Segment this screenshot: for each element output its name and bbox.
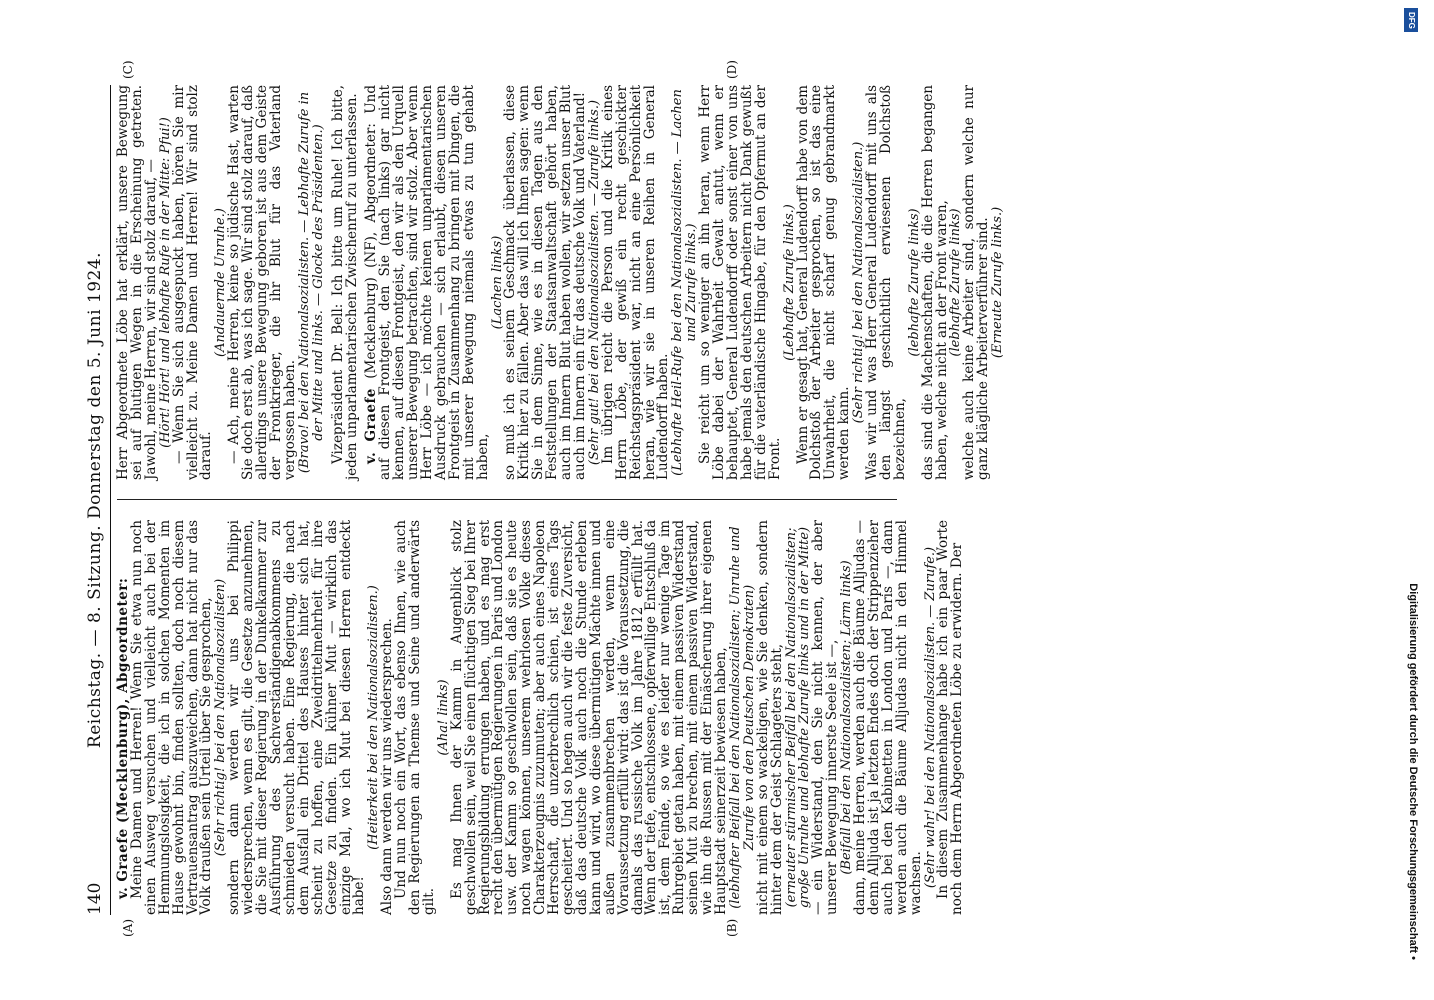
left-column [117, 520, 965, 915]
paragraph: (Mecklenburg) (NF), Abgeordneter: Und auf diesen Frontgeist, den Sie (nach links) gar nicht kennen, auf diesen Frontgeist, den wir als den Urquell unserer Bewegung betrachten, sind wir stolz. Aber wenn Herr Löbe — ich möchte keinen unparlamentarischen Ausdruck gebrauchen — sich erlaubt, diesen unseren Frontgeist in Zusammenhang zu bringen mit Dingen, die mit unserer Bewegung niemals etwas zu tun gehabt haben, [363, 85, 491, 480]
paragraph: Und nun noch ein Wort, das ebenso Ihnen, wie auch den Regierungen an Themse und Seine und anderwärts gilt. [393, 520, 437, 915]
digitization-credit [1392, 0, 1434, 1000]
paragraph: nicht mit einem so wackeligen, wie Sie denken, sondern hinter dem der Geist Schlageters steht, [754, 520, 785, 915]
credit-text: Digitalisierung gefördert durch die Deutsche Forschungsgemeinschaft • [1407, 583, 1419, 960]
margin-marker-c: (C) [121, 60, 135, 79]
margin-marker-b: (B) [725, 918, 739, 937]
paragraph: Wenn er gesagt hat, General Ludendorff habe von dem Dolchstoß der Arbeiter gesprochen, so ist das eine Unwahrheit, die nicht scharf genug gebrandmarkt werden kann. [794, 85, 853, 480]
paragraph: Meine Damen und Herren! Wenn Sie etwa nun noch einen Ausweg versuchen und vielleicht auch bei der Hemmungslosigkeit, die ich in solchen Momenten im Hause gewohnt bin, finden sollten, doch noch diesem Vertrauensantrag auszuweichen, dann hat nicht nur das Volk draußen sein Urteil über Sie gesprochen, [128, 520, 215, 915]
margin-marker-d: (D) [725, 60, 739, 79]
paragraph: dann, meine Herren, werden auch die Bäume Alljudas — denn Alljuda ist ja letzten Endes doch der Strippenzieher auch bei den Kabinetten in London und Paris —, dann werden auch die Bäume Alljudas nicht in den Himmel wachsen. [852, 520, 924, 915]
interjection: (Sehr gut! bei den Nationalsozialisten. — Zurufe links.) [586, 99, 602, 466]
paragraph: Es mag Ihnen der Kamm in Augenblick stolz geschwollen sein, weil Sie einen flüchtigen Sieg bei Ihrer Regierungsbildung errungen haben, und es mag erst recht den übermütigen Regierungen in Paris und London usw. der Kamm so geschwollen sein, daß sie es heute noch wagen können, unserem wehrlosen Volke dieses Charakterzeugnis zuzumuten; aber auch eines Napoleon Herrschaft, die unzerbrechlich schien, ist eines Tags gescheitert. Und so hegen auch wir die feste Zuversicht, daß das deutsche Volk auch noch die Stunde erleben kann und wird, wo diese übermütigen Mächte innen und außen zusammenbrechen werden, wenn eine Voraussetzung erfüllt wird: das ist die Voraussetzung, die damals das russische Volk im Jahre 1812 erfüllt hat. Wenn der tiefe, entschlossene, opferwillige Entschluß da ist, dem Feinde, so wie es leider nur wenige Tage im Ruhrgebiet getan haben, mit einem passiven Widerstand seinen Mut zu brechen, mit einem passiven Widerstand, wie ihn die Russen mit der Einäscherung ihrer eigenen Hauptstadt seinerzeit bewiesen haben, [448, 520, 729, 915]
paragraph: so muß ich es seinem Geschmack überlassen, diese Kritik hier zu fällen. Aber das will ich Ihnen sagen: wenn Sie in dem Sinne, wie es in diesen Tagen aus den Feststellungen der Staatsanwaltschaft gehört haben, auch im Innern Blut haben wollen, wir setzen unser Blut auch im Innern ein für das deutsche Volk und Vaterland! [502, 85, 588, 480]
interjection: (Sehr richtig! bei den Nationalsozialisten.) [851, 141, 867, 424]
interjection: (Sehr richtig! bei den Nationalsozialisten) [213, 578, 229, 857]
paragraph: — Wenn Sie sich ausgespuckt haben, hören Sie mir vielleicht zu. Meine Damen und Herren! Wir sind stolz darauf. [170, 85, 215, 480]
interjection: (erneuter stürmischer Beifall bei den Nationalsozialisten; große Unruhe und lebhafte Zurufe links und in der Mitte) [783, 526, 813, 909]
paragraph: — Ach, meine Herren, keine so jüdische Hast, warten Sie doch erst ab, was ich sage. Wir sind stolz darauf, daß allerdings unsere Bewegung geboren ist aus dem Geiste der Frontkrieger, die ihr Blut für das Vaterland vergossen haben. [226, 85, 298, 480]
interjection: (Beifall bei den Nationalsozialisten; Lärm links) [839, 560, 855, 875]
page-title: Reichstag. — 8. Sitzung. Donnerstag den 5. Juni 1924. [85, 251, 105, 749]
paragraph: Also dann werden wir uns wiedersprechen. [379, 618, 396, 915]
page-header [85, 85, 107, 915]
interjection: (Aha! links) [435, 679, 451, 756]
paragraph: Herr Abgeordnete Löbe hat erklärt, unsere Bewegung sei auf blutigen Wegen in die Erscheinung getreten. Jawohl, meine Herren, wir sind stolz darauf, — [115, 85, 159, 480]
interjection: (Lebhafte Heil-Rufe bei den Nationalsozialisten. — Lachen und Zurufe links.) [670, 89, 700, 476]
margin-marker-a: (A) [121, 918, 135, 937]
interjection: (Lebhafte Zurufe links.) [781, 204, 797, 361]
paragraph: Im übrigen reicht die Person und die Kritik eines Herrn Löbe, der gewiß ein recht geschickter Reichstagspräsident war, nicht an eine Persönlichkeit heran, wie wir sie in unseren Reihen in General Ludendorff haben. [599, 85, 672, 480]
paragraph: Vizepräsident Dr. Bell: Ich bitte um Ruhe! Ich bitte, jeden unparlamentarischen Zwischenruf zu unterlassen. [329, 85, 360, 480]
paragraph: das sind die Machenschaften, die die Herren begangen haben, welche nicht an der Front waren, [919, 85, 950, 480]
interjection: (Erneute Zurufe links.) [990, 206, 1006, 359]
column-divider [117, 499, 897, 500]
interjection: (Andauernde Unruhe.) [213, 208, 229, 357]
dfg-logo-icon: DFG [1404, 8, 1418, 32]
page-number: 140 [85, 882, 105, 915]
interjection: (Heiterkeit bei den Nationalsozialisten.) [366, 585, 382, 850]
paragraph: Was wir und was Herr General Ludendorff mit uns als den längst geschichtlich erwiesenen Dolchstoß bezeichnen, [864, 85, 908, 480]
paragraph: — ein Widerstand, den Sie nicht kennen, der aber unserer Bewegung innerste Seele ist —, [810, 520, 841, 915]
right-column [117, 85, 1005, 480]
interjection: (Lachen links) [489, 235, 505, 330]
header-rule [110, 85, 111, 915]
interjection: (Bravo! bei den Nationalsozialisten. — Lebhafte Zurufe in der Mitte und links. — Glocke des Präsidenten.) [296, 91, 326, 474]
paragraph: welche auch keine Arbeiter sind, sondern welche nur ganz klägliche Arbeiterverführer sind. [961, 85, 992, 480]
paragraph: Sie reicht um so weniger an ihn heran, wenn Herr Löbe dabei der Wahrheit Gewalt antut, wenn er behauptet, General Ludendorff oder sonst einer von uns habe jemals den deutschen Arbeitern nicht Dank gewußt für die vaterländische Hingabe, für den Opfermut an der Front. [697, 85, 783, 480]
paragraph: In diesem Zusammenhange habe ich ein paar Worte noch dem Herrn Abgeordneten Löbe zu erwidern. Der [935, 520, 966, 915]
paragraph: sondern dann werden wir uns bei Philippi wiedersprechen, wenn es gilt, die Gesetze anzunehmen, die Sie mit dieser Regierung in der Dunkelkammer zur Ausführung des Sachverständigenabkommens zu schmieden versucht haben. Eine Regierung, die nach dem Ausfall ein Drittel des Hauses hinter sich hat, scheint zu hoffen, eine Zweidrittelmehrheit für ihre Gesetze zu finden. Ein kühner Mut — wirklich das einzige Mal, wo ich Mut bei diesen Herren entdeckt habe! [226, 520, 368, 915]
interjection: (Sehr wahr! bei den Nationalsozialisten. — Zurufe.) [922, 546, 938, 889]
interjection: (lebhafte Zurufe links) [906, 208, 922, 357]
speaker-heading: v. Graefe (Mecklenburg), Abgeordneter: [115, 577, 131, 899]
newspaper-page [85, 60, 1325, 937]
interjection: (Hört! Hört! und lebhafte Rufe in der Mitte: Pfui!) [157, 117, 173, 448]
interjection: (lebhafte Zurufe links) [948, 208, 964, 357]
interjection: (lebhafter Beifall bei den Nationalsozialisten; Unruhe und Zurufe von den Deutschen Demokraten) [727, 526, 757, 909]
speaker-heading: v. Graefe [363, 388, 380, 464]
